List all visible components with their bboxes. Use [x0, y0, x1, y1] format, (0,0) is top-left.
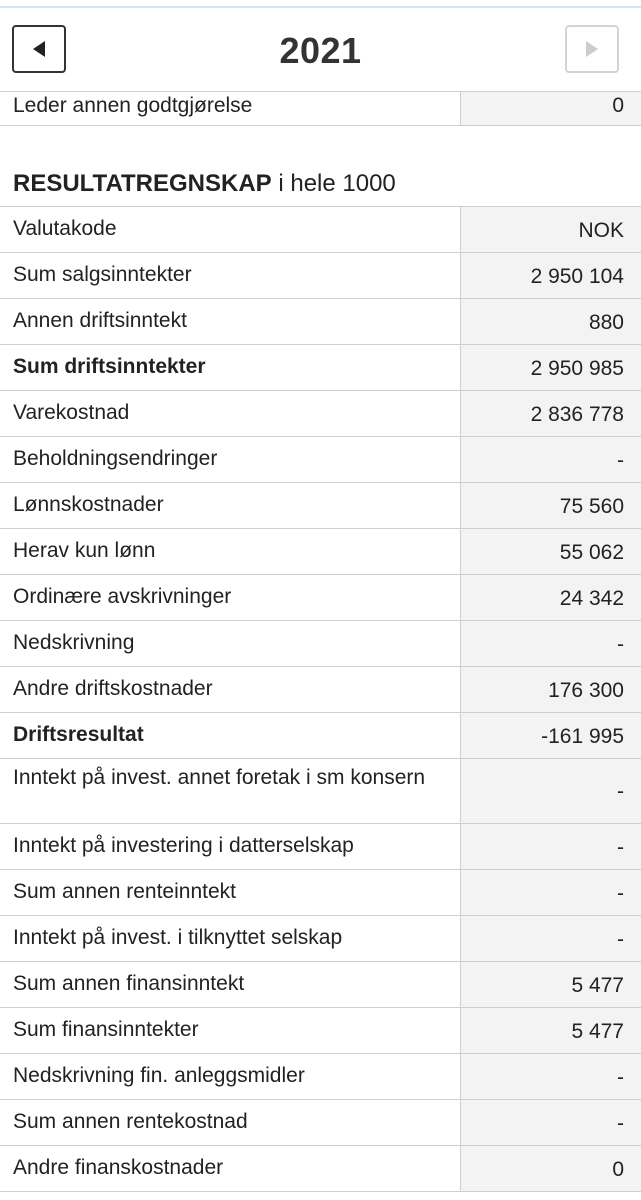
row-label: Inntekt på invest. annet foretak i sm konsern: [13, 766, 426, 789]
row-label: Sum annen rentekostnad: [13, 1110, 248, 1133]
table-row: [0, 1008, 641, 1054]
table-row: [0, 870, 641, 916]
value-cell: [460, 1008, 641, 1053]
table-row: [0, 575, 641, 621]
row-label: Inntekt på investering i datterselskap: [13, 834, 354, 857]
row-value: 75 560: [559, 495, 624, 518]
row-label: Andre finanskostnader: [13, 1156, 224, 1179]
value-cell: [460, 437, 641, 482]
value-cell: [460, 92, 641, 125]
row-value: -: [617, 780, 624, 803]
table-row-leder-annen-godtgjorelse: [0, 91, 641, 126]
table-row: [0, 483, 641, 529]
table-row: [0, 253, 641, 299]
row-value: -: [617, 633, 624, 656]
value-cell: [460, 207, 641, 252]
table-row: [0, 759, 641, 824]
table-row: [0, 962, 641, 1008]
value-cell: [460, 667, 641, 712]
row-label: Andre driftskostnader: [13, 677, 213, 700]
value-cell: [460, 1100, 641, 1145]
value-cell: [460, 1054, 641, 1099]
table-row: [0, 1100, 641, 1146]
row-value: 2 950 104: [530, 265, 624, 288]
row-label: Herav kun lønn: [13, 539, 156, 562]
row-value: -161 995: [541, 725, 624, 748]
row-value: -: [617, 1066, 624, 1089]
row-value: -: [617, 1112, 624, 1135]
value-cell: [460, 759, 641, 823]
value-cell: [460, 299, 641, 344]
row-value: 5 477: [571, 1020, 624, 1043]
row-label: Sum finansinntekter: [13, 1018, 199, 1041]
value-cell: [460, 391, 641, 436]
table-row: [0, 1054, 641, 1100]
table-row: [0, 391, 641, 437]
row-value: 880: [588, 311, 624, 334]
table-row: [0, 713, 641, 759]
row-value: 176 300: [548, 679, 624, 702]
row-label: Annen driftsinntekt: [13, 309, 187, 332]
row-label: Driftsresultat: [13, 723, 144, 746]
value-cell: [460, 529, 641, 574]
year-navigation: [0, 8, 641, 91]
table-row: [0, 437, 641, 483]
row-value: 0: [612, 1158, 624, 1181]
row-value: 2 836 778: [530, 403, 624, 426]
table-row: [0, 1146, 641, 1192]
row-label: Leder annen godtgjørelse: [13, 94, 253, 117]
year-title: 2021: [279, 30, 362, 71]
section-title-bold: RESULTATREGNSKAP: [13, 170, 272, 197]
row-label: Sum salgsinntekter: [13, 263, 192, 286]
row-value: -: [617, 449, 624, 472]
value-cell: [460, 621, 641, 666]
table-row: [0, 299, 641, 345]
row-label: Inntekt på invest. i tilknyttet selskap: [13, 926, 343, 949]
value-cell: [460, 962, 641, 1007]
value-cell: [460, 713, 641, 758]
value-cell: [460, 916, 641, 961]
row-label: Varekostnad: [13, 401, 130, 424]
section-title: [13, 170, 396, 198]
row-label: Lønnskostnader: [13, 493, 164, 516]
row-label: Sum driftsinntekter: [13, 355, 206, 378]
value-cell: [460, 345, 641, 390]
row-value: 5 477: [571, 974, 624, 997]
row-label: Ordinære avskrivninger: [13, 585, 232, 608]
row-label: Sum annen renteinntekt: [13, 880, 236, 903]
row-value: NOK: [578, 219, 624, 242]
table-row: [0, 824, 641, 870]
section-title-rest: i hele 1000: [271, 170, 396, 197]
row-label: Nedskrivning fin. anleggsmidler: [13, 1064, 305, 1087]
row-value: 55 062: [559, 541, 624, 564]
value-cell: [460, 253, 641, 298]
next-year-button[interactable]: [565, 25, 619, 73]
value-cell: [460, 824, 641, 869]
value-cell: [460, 1146, 641, 1191]
table-row: [0, 667, 641, 713]
row-value: -: [617, 882, 624, 905]
row-value: 24 342: [559, 587, 624, 610]
row-value: 0: [612, 94, 624, 117]
value-cell: [460, 870, 641, 915]
table-row: [0, 207, 641, 253]
row-label: Nedskrivning: [13, 631, 135, 654]
table-row: [0, 529, 641, 575]
table-row: [0, 916, 641, 962]
caret-right-icon: [584, 40, 600, 58]
row-label: Sum annen finansinntekt: [13, 972, 245, 995]
table-row: [0, 621, 641, 667]
row-value: -: [617, 928, 624, 951]
table-row: [0, 345, 641, 391]
value-cell: [460, 575, 641, 620]
row-label: Valutakode: [13, 217, 117, 240]
row-value: -: [617, 836, 624, 859]
value-cell: [460, 483, 641, 528]
row-label: Beholdningsendringer: [13, 447, 218, 470]
row-value: 2 950 985: [530, 357, 624, 380]
